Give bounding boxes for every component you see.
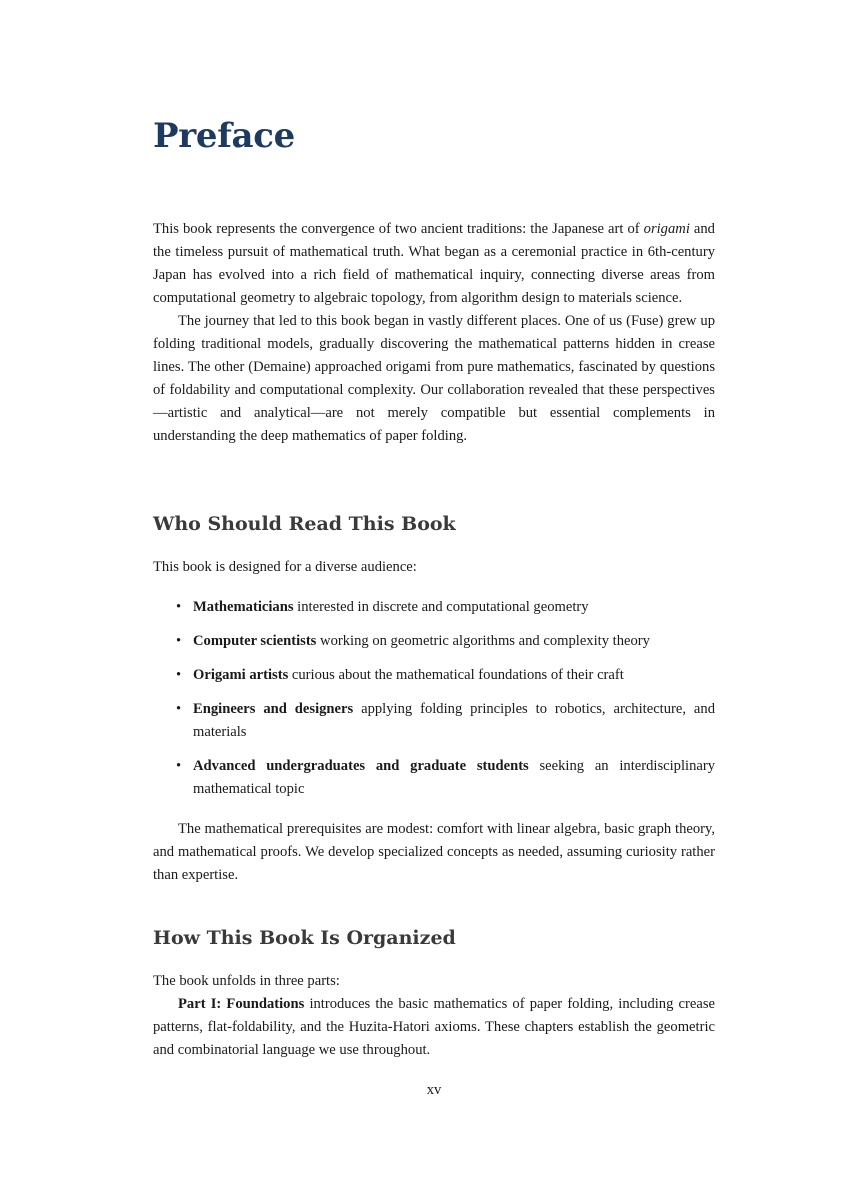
bullet-icon: • [176,667,182,683]
section-heading-organization: How This Book Is Organized [153,927,456,949]
bullet-icon: • [176,599,182,615]
intro-paragraph-1 [153,218,715,310]
intro-p1-start: This book represents the convergence of two ancient traditions: the Japanese art of [153,221,644,237]
organization-lead: The book unfolds in three parts: [153,973,340,989]
list-item-text: applying folding principles to robotics, architecture, and materials [193,701,715,740]
bullet-icon: • [176,633,182,649]
list-item-text: curious about the mathematical foundations of their craft [288,667,624,683]
list-item [153,630,715,653]
page-number: xv [426,1082,442,1098]
list-item [153,755,715,801]
organization-part1-paragraph [153,993,715,1062]
organization-block [153,970,715,1062]
list-item [153,664,715,687]
list-item-text: interested in discrete and computational geometry [293,599,589,615]
list-item [153,698,715,744]
section-heading-audience: Who Should Read This Book [153,513,456,535]
intro-block [153,218,715,448]
list-item-text: seeking an interdisciplinary mathematical topic [193,758,716,797]
audience-list [153,596,715,812]
list-item-term: Engineers and designers [193,701,354,717]
list-item-text: working on geometric algorithms and complexity theory [316,633,650,649]
list-item-term: Computer scientists [193,633,317,649]
bullet-icon: • [176,758,182,774]
audience-lead: This book is designed for a diverse audience: [153,559,417,575]
list-item-term: Origami artists [193,667,289,683]
chapter-title: Preface [153,116,296,156]
part1-text: introduces the basic mathematics of paper folding, including crease patterns, flat-foldability, and the Huzita-Hatori axioms. These chapters establish the geometric and combinatorial language we use throughout. [153,996,716,1058]
audience-closing-paragraph: The mathematical prerequisites are modest: comfort with linear algebra, basic graph theory, and mathematical proofs. We develop specialized concepts as needed, assuming curiosity rather than expertise. [153,821,715,883]
list-item [153,596,715,619]
bullet-icon: • [176,701,182,717]
list-item-term: Mathematicians [193,599,294,615]
intro-p1-end: and the timeless pursuit of mathematical truth. What began as a ceremonial practice in 6th-century Japan has evolved into a rich field of mathematical inquiry, connecting diverse areas from computational geometry to algebraic topology, from algorithm design to materials science. [153,221,715,306]
intro-paragraph-2: The journey that led to this book began in vastly different places. One of us (Fuse) grew up folding traditional models, gradually discovering the mathematical patterns hidden in crease lines. The other (Demaine) approached origami from pure mathematics, fascinated by questions of foldability and computational complexity. Our collaboration revealed that these perspectives—artistic and analytical—are not merely compatible but essential complements in understanding the deep mathematics of paper folding. [153,313,715,444]
part1-label: Part I: Foundations [178,996,305,1012]
list-item-term: Advanced undergraduates and graduate students [193,758,529,774]
intro-p1-italic: origami [643,221,690,237]
